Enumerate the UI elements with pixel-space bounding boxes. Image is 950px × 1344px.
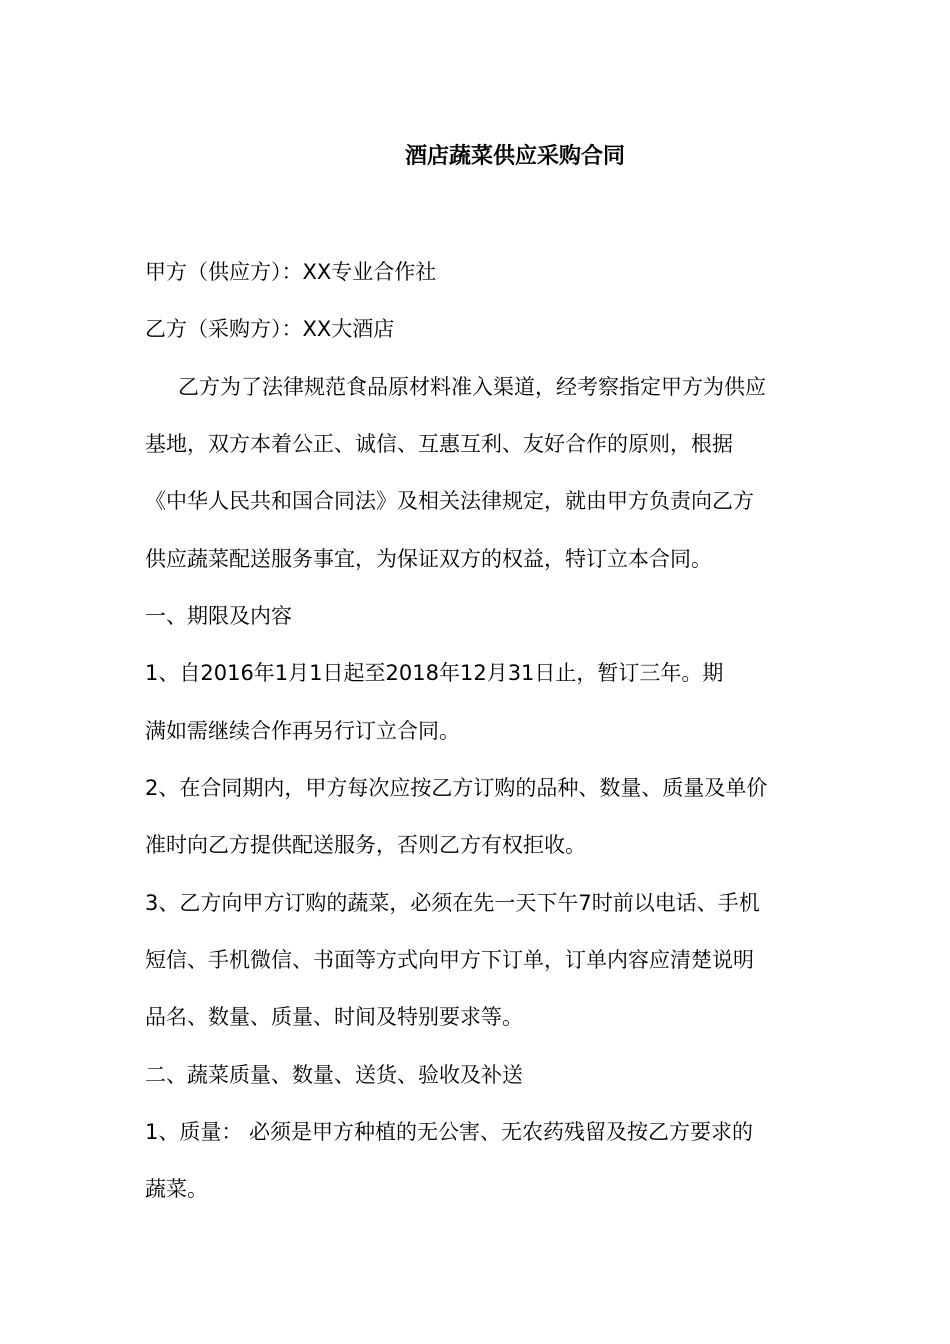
preamble-line-4: 供应蔬菜配送服务事宜，为保证双方的权益，特订立本合同。 — [145, 547, 712, 571]
clause-1-1-line-1: 1、自2016年1月1日起至2018年12月31日止，暂订三年。期 — [145, 661, 724, 685]
clause-1-3-line-2: 短信、手机微信、书面等方式向甲方下订单，订单内容应清楚说明 — [145, 948, 754, 972]
preamble-line-1: 乙方为了法律规范食品原材料准入渠道，经考察指定甲方为供应 — [178, 375, 766, 399]
preamble-line-3: 《中华人民共和国合同法》及相关法律规定，就由甲方负责向乙方 — [145, 489, 754, 513]
preamble-line-2: 基地，双方本着公正、诚信、互惠互利、友好合作的原则，根据 — [145, 432, 733, 456]
clause-2-1-line-2: 蔬菜。 — [145, 1177, 208, 1201]
clause-1-1-line-2: 满如需继续合作再另行订立合同。 — [145, 719, 460, 743]
document-title: 酒店蔬菜供应采购合同 — [404, 144, 625, 169]
clause-2-1-line-1: 1、质量： 必须是甲方种植的无公害、无农药残留及按乙方要求的 — [145, 1120, 754, 1144]
section-heading-2: 二、蔬菜质量、数量、送货、验收及补送 — [145, 1063, 523, 1087]
clause-1-3-line-3: 品名、数量、质量、时间及特别要求等。 — [145, 1005, 523, 1029]
clause-1-3-line-1: 3、乙方向甲方订购的蔬菜，必须在先一天下午7时前以电话、手机 — [145, 891, 760, 915]
clause-1-2-line-2: 准时向乙方提供配送服务，否则乙方有权拒收。 — [145, 833, 586, 857]
section-heading-1: 一、期限及内容 — [145, 604, 292, 628]
clause-1-2-line-1: 2、在合同期内，甲方每次应按乙方订购的品种、数量、质量及单价 — [145, 776, 768, 800]
party-a-line: 甲方（供应方）：XX专业合作社 — [145, 260, 437, 284]
party-b-line: 乙方（采购方）：XX大酒店 — [145, 317, 395, 341]
